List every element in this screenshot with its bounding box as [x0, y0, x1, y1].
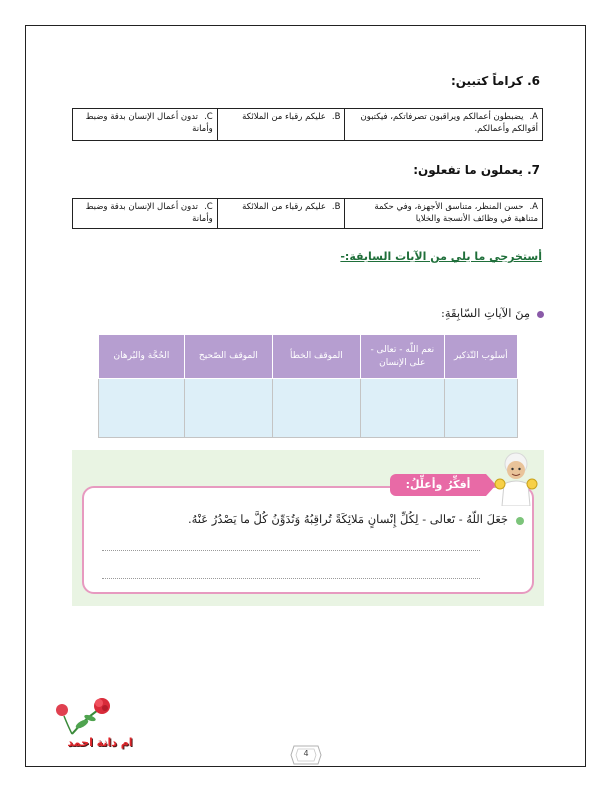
answer-cell[interactable]	[272, 379, 360, 438]
header-reminder-style: أسلوب التّذكير	[444, 335, 517, 379]
option-c[interactable]: C.تدون أعمال الإنسان بدقة وضبط وأمانة	[73, 109, 218, 141]
answer-cell[interactable]	[444, 379, 517, 438]
boy-illustration-icon	[494, 450, 538, 506]
page-number-ornament	[288, 742, 324, 768]
think-reason-box	[72, 450, 544, 606]
bullet-icon	[516, 517, 524, 525]
option-b[interactable]: B.عليكم رقباء من الملائكة	[217, 109, 345, 141]
rose-icon	[42, 694, 146, 742]
think-reason-text: جَعَلَ اللّهُ - تَعالى - لِكُلِّ إِنْسانٍ مَلائِكَةً تُراقِبُهُ وَتُدَوِّنُ كُلَّ ما يَصْدُرُ عَنْهُ.	[187, 512, 508, 526]
answer-cell[interactable]	[184, 379, 272, 438]
answer-line[interactable]	[102, 578, 480, 579]
section-heading: أستخرجي ما يلي من الآيات السابقة:-	[340, 250, 542, 263]
logo-text: ام دانة احمد	[67, 736, 133, 749]
page-number: 4	[303, 749, 309, 758]
header-blessings: نعم اللّه - تعالى - على الإنسان	[360, 335, 444, 379]
ayat-table	[98, 334, 518, 438]
option-a[interactable]: A.حسن المنظر، متناسق الأجهزة، وفي حكمة متناهية في وظائف الأنسجة والخلايا	[345, 199, 543, 229]
question-7-options	[72, 198, 543, 229]
answer-cell[interactable]	[99, 379, 185, 438]
question-6-options	[72, 108, 543, 141]
header-wrong-stance: الموقف الخطأ	[272, 335, 360, 379]
question-6-title: 6. كراماً كتبين:	[450, 74, 540, 88]
answer-cell[interactable]	[360, 379, 444, 438]
option-c[interactable]: C.تدون أعمال الإنسان بدقة وضبط وأمانة	[73, 199, 218, 229]
header-correct-stance: الموقف الصّحيح	[184, 335, 272, 379]
bullet-icon	[537, 311, 544, 318]
textbook-excerpt	[72, 294, 544, 606]
option-b[interactable]: B.عليكم رقباء من الملائكة	[217, 199, 345, 229]
think-reason-banner: أفكِّرُ وأعلِّلُ:	[390, 474, 486, 496]
header-proof: الحُجَّة والبُرهان	[99, 335, 185, 379]
answer-line[interactable]	[102, 550, 480, 551]
ayat-label: مِنَ الآياتِ السّابِقَةِ:	[440, 306, 530, 320]
option-a[interactable]: A.يضبطون أعمالكم ويراقبون تصرفاتكم، فيكتبون أقوالكم وأعمالكم.	[345, 109, 543, 141]
author-logo	[42, 694, 146, 754]
question-7-title: 7. يعملون ما تفعلون:	[413, 163, 540, 177]
